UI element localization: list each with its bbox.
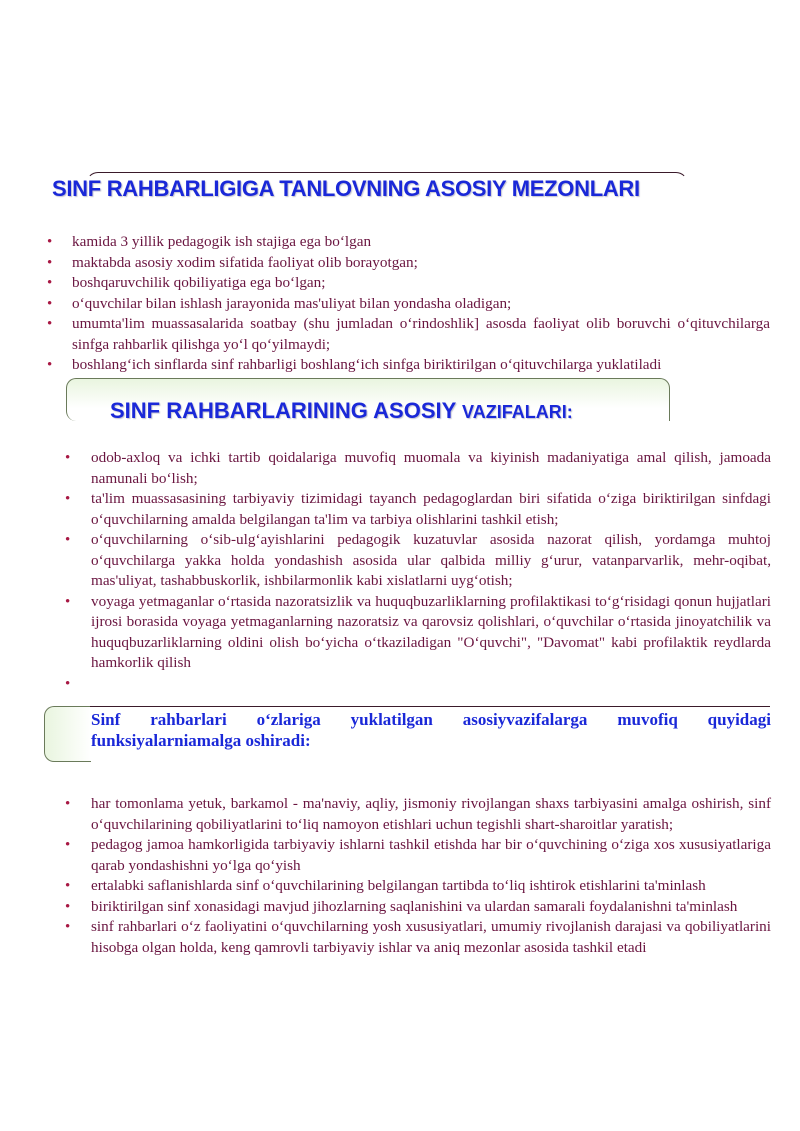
bullet-icon: • — [47, 295, 53, 312]
bullet-icon: • — [65, 593, 71, 610]
list-item — [47, 294, 770, 315]
list-item — [65, 897, 771, 918]
list-item-text: sinf rahbarlari o‘z faoliyatini o‘quvchilarning yosh xususiyatlari, umumiy rivojlanish darajasi va qobiliyatlarini hisobga olgan holda, keng qamrovli tarbiyaviy ishlar va aniq mezonlar asosida tashkil etadi — [91, 918, 771, 956]
section2-title — [110, 398, 573, 424]
bullet-icon: • — [65, 919, 71, 935]
list-item-text: boshlang‘ich sinflarda sinf rahbarligi boshlang‘ich sinfga biriktirilgan o‘qituvchilarga yuklatiladi — [72, 356, 662, 373]
duties-list — [65, 448, 771, 696]
list-item — [47, 253, 770, 274]
list-item — [65, 876, 771, 897]
bullet-icon: • — [47, 234, 53, 250]
list-item-text: kamida 3 yillik pedagogik ish stajiga ega bo‘lgan — [72, 233, 372, 250]
bullet-icon: • — [47, 357, 53, 373]
list-item — [65, 794, 771, 835]
list-item-text: pedagog jamoa hamkorligida tarbiyaviy ishlarni tashkil etishda har bir o‘quvchining o‘ziga xos xususiyatlariga qarab yondashishni yo‘lga qo‘yish — [91, 836, 771, 874]
bullet-icon: • — [65, 796, 71, 812]
section2-title-small: VAZIFALARI: — [462, 402, 573, 422]
list-item-text: umumta'lim muassasalarida soatbay (shu jumladan o‘rindoshlik] asosda faoliyat olib boruvchi o‘qituvchilarga sinfga rahbarlik qilishga yo‘l qo‘yilmaydi; — [72, 315, 770, 353]
list-item — [47, 273, 770, 294]
list-item — [65, 489, 771, 530]
bullet-icon: • — [65, 898, 71, 915]
heading-frame-3 — [44, 706, 91, 762]
list-item-text: ertalabki saflanishlarda sinf o‘quvchilarining belgilangan tartibda to‘liq ishtirok etishlarini ta'minlash — [91, 877, 706, 894]
list-item-text: odob-axloq va ichki tartib qoidalariga muvofiq muomala va kiyinish madaniyatiga amal qilish, jamoada namunali bo‘lish; — [91, 449, 771, 487]
section2-title-main: SINF RAHBARLARINING ASOSIY — [110, 398, 456, 423]
list-item — [47, 314, 770, 355]
bullet-icon: • — [65, 675, 71, 692]
bullet-icon: • — [47, 316, 53, 332]
list-item — [65, 448, 771, 489]
list-item — [65, 592, 771, 674]
functions-list — [65, 794, 771, 958]
criteria-list — [47, 232, 770, 376]
bullet-icon: • — [47, 254, 53, 271]
list-item-text: biriktirilgan sinf xonasidagi mavjud jihozlarning saqlanishini va ulardan samarali foydalanishni ta'minlash — [91, 897, 738, 915]
list-item-empty — [65, 674, 771, 696]
list-item — [65, 530, 771, 592]
list-item-text: ta'lim muassasasining tarbiyaviy tizimidagi tayanch pedagoglardan biri sifatida o‘ziga biriktirilgan sinfdagi o‘quvchilarning amalda belgilangan ta'lim va tarbiya olishlarini tashkil etish; — [91, 490, 771, 528]
bullet-icon: • — [65, 532, 71, 548]
bullet-icon: • — [65, 837, 71, 853]
list-item — [47, 232, 770, 253]
list-item — [65, 835, 771, 876]
list-item-text: har tomonlama yetuk, barkamol - ma'naviy, aqliy, jismoniy rivojlangan shaxs tarbiyasini amalga oshirish, sinf o‘quvchilarining qobiliyatlarini to‘liq namoyon etishlari uchun tegishli shart-sharoitlar yaratish; — [91, 795, 771, 833]
bullet-icon: • — [65, 491, 71, 507]
divider — [90, 706, 770, 707]
list-item-text: boshqaruvchilik qobiliyatiga ega bo‘lgan; — [72, 274, 326, 291]
list-item-text: o‘quvchilar bilan ishlash jarayonida mas'uliyat bilan yondasha oladigan; — [72, 294, 512, 312]
bullet-icon: • — [47, 275, 53, 291]
bullet-icon: • — [65, 450, 71, 466]
list-item-text: o‘quvchilarning o‘sib-ulg‘ayishlarini pedagogik kuzatuvlar asosida nazorat qilish, yordamga muhtoj o‘quvchilarga yakka holda yondashish asosida ular qalbida milliy g‘urur, vatanparvarlik, mehr-oqibat, mas'uliyat, tashabbuskorlik, ishbilarmonlik kabi xislatlarni uyg‘otish; — [91, 531, 771, 589]
list-item-text: maktabda asosiy xodim sifatida faoliyat olib borayotgan; — [72, 253, 418, 271]
list-item — [47, 355, 770, 376]
list-item-text: voyaga yetmaganlar o‘rtasida nazoratsizlik va huquqbuzarliklarning profilaktikasi to‘g‘risidagi qonun hujjatlari ijrosi borasida voyaga yetmaganlarning nazoratsiz va qarovsiz qolishlari, o‘quvchilar o‘rtasida jinoyatchilik va huquqbuzarliklarning oldini olish bo‘yicha o‘tkaziladigan "O‘quvchi", "Davomat" kabi profilaktik reydlarda hamkorlik qilish — [91, 592, 771, 671]
section3-title: Sinf rahbarlari o‘zlariga yuklatilgan asosiyvazifalarga muvofiq quyidagi funksiyalarniamalga oshiradi: — [91, 710, 771, 750]
bullet-icon: • — [65, 878, 71, 894]
section1-title: SINF RAHBARLIGIGA TANLOVNING ASOSIY MEZONLARI — [52, 176, 640, 201]
list-item — [65, 917, 771, 958]
